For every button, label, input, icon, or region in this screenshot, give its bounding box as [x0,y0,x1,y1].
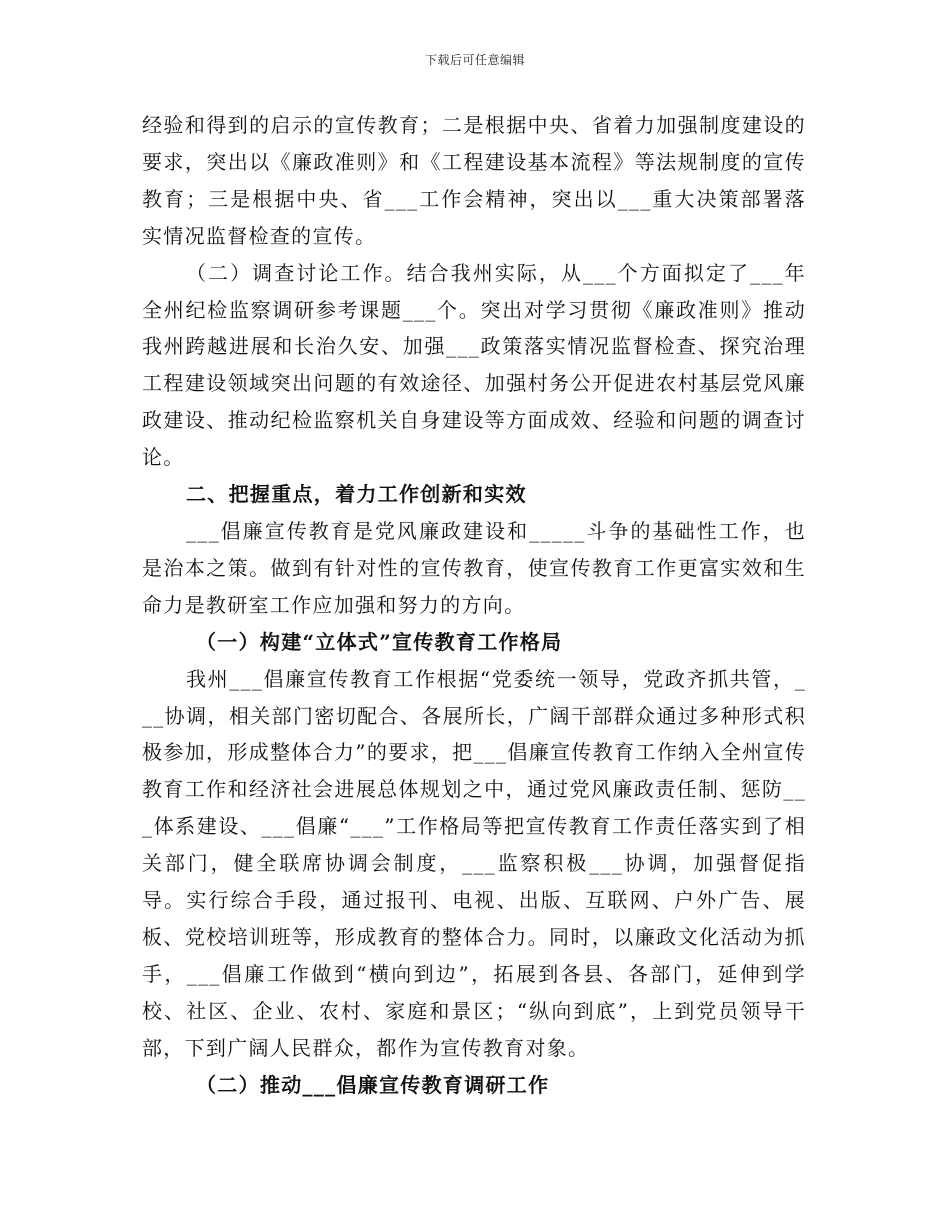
paragraph-lessons-publicity: 经验和得到的启示的宣传教育；二是根据中央、省着力加强制度建设的要求，突出以《廉政准则》和《工程建设基本流程》等法规制度的宣传教育；三是根据中央、省___工作会精神，突出以___重大决策部署落实情况监督检查的宣传。 [142,113,806,248]
subheading-promote-research: （二）推动___倡廉宣传教育调研工作 [196,1072,550,1097]
paragraph-work-pattern: 我州___倡廉宣传教育工作根据“党委统一领导，党政齐抓共管，___协调，相关部门密切配合、各展所长，广阔干部群众通过多种形式积极参加，形成整体合力”的要求，把___倡廉宣传教育工作纳入全州宣传教育工作和经济社会进展总体规划之中，通过党风廉政责任制、惩防___体系建设、___倡廉“___”工作格局等把宣传教育工作责任落实到了相关部门，健全联席协调会制度，___监察积极___协调，加强督促指导。实行综合手段，通过报刊、电视、出版、互联网、户外广告、展板、党校培训班等，形成教育的整体合力。同时，以廉政文化活动为抓手，___倡廉工作做到“横向到边”，拓展到各县、各部门，延伸到学校、社区、企业、农村、家庭和景区；“纵向到底”，上到党员领导干部，下到广阔人民群众，都作为宣传教育对象。 [142,666,806,1060]
document-body [142,107,806,1103]
section-heading-key-points: 二、把握重点，着力工作创新和实效 [186,482,527,507]
paragraph-education-foundation: ___倡廉宣传教育是党风廉政建设和_____斗争的基础性工作，也是治本之策。做到有针对性的宣传教育，使宣传教育工作更富实效和生命力是教研室工作应加强和努力的方向。 [142,518,806,617]
page-header-note: 下载后可任意编辑 [424,53,525,67]
subheading-3d-pattern: （一）构建“立体式”宣传教育工作格局 [196,629,563,654]
paragraph-research-work: （二）调查讨论工作。结合我州实际，从___个方面拟定了___年全州纪检监察调研参考课题___个。突出对学习贯彻《廉政准则》推动我州跨越进展和长治久安、加强___政策落实情况监督检查、探究治理工程建设领域突出问题的有效途径、加强村务公开促进农村基层党风廉政建设、推动纪检监察机关自身建设等方面成效、经验和问题的调查讨论。 [142,260,806,470]
